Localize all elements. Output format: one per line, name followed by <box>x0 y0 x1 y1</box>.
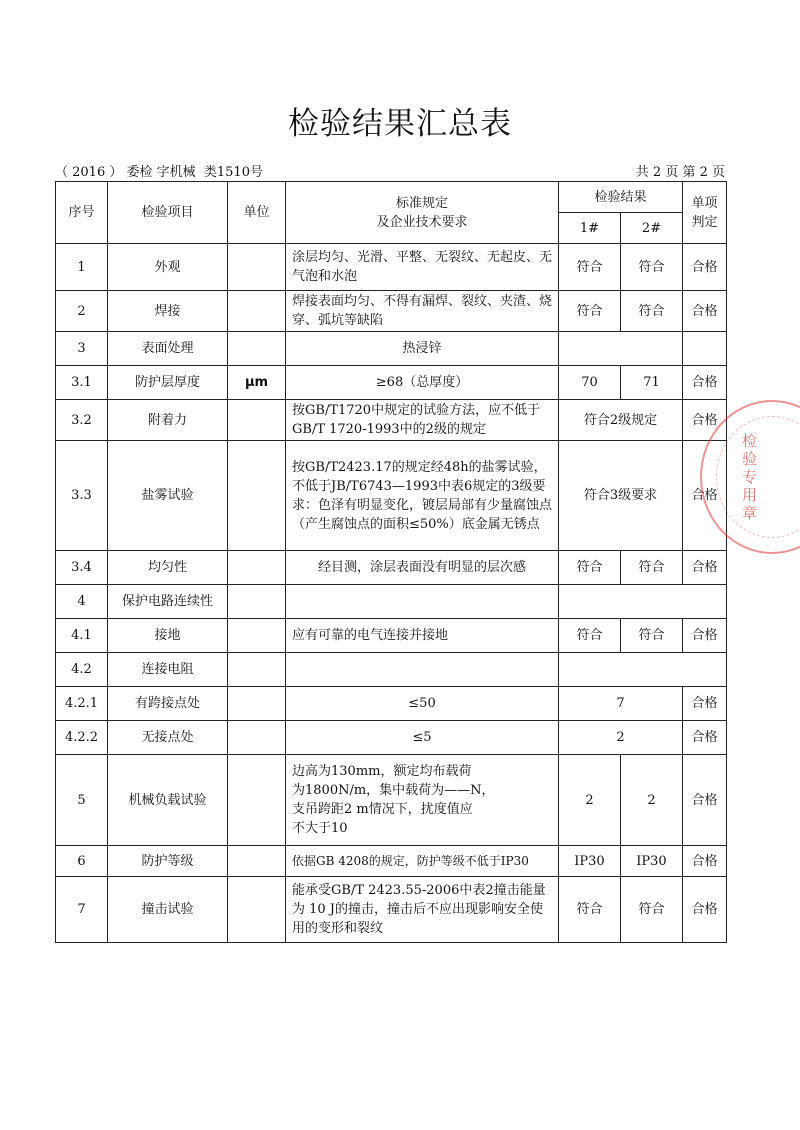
header-row <box>56 182 727 213</box>
table-row <box>56 721 727 755</box>
row-item: 机械负载试验 <box>108 755 228 846</box>
row-result-1: 符合 <box>559 619 621 653</box>
row-standard-line: 不大于10 <box>292 821 348 836</box>
row-judgement: 合格 <box>683 551 727 585</box>
row-standard-line: 为1800N/m，集中载荷为——N， <box>292 783 495 798</box>
row-standard: 涂层均匀、光滑、平整、无裂纹、无起皮、无气泡和水泡 <box>286 244 559 291</box>
header-item: 检验项目 <box>108 182 228 244</box>
row-unit <box>228 846 286 877</box>
header-sample-1: 1# <box>559 213 621 244</box>
seal-text: 检验专用章 <box>742 432 758 522</box>
row-result-2: 符合 <box>621 551 683 585</box>
row-item: 无接点处 <box>108 721 228 755</box>
row-result-2: 符合 <box>621 291 683 332</box>
row-unit <box>228 551 286 585</box>
row-unit <box>228 400 286 441</box>
row-unit <box>228 687 286 721</box>
table-row <box>56 585 727 619</box>
row-unit <box>228 244 286 291</box>
row-standard <box>286 585 559 619</box>
row-item: 有跨接点处 <box>108 687 228 721</box>
row-item: 附着力 <box>108 400 228 441</box>
row-seq: 3.1 <box>56 366 108 400</box>
row-standard-line: 支吊跨距2 m情况下，扰度值应 <box>292 802 473 817</box>
row-standard: 焊接表面均匀、不得有漏焊、裂纹、夹渣、烧穿、弧坑等缺陷 <box>286 291 559 332</box>
row-result-2: 符合 <box>621 877 683 943</box>
table-row <box>56 687 727 721</box>
header-judgement-line2: 判定 <box>691 214 718 230</box>
row-result-merged: 符合3级要求 <box>559 441 683 551</box>
row-standard: 应有可靠的电气连接并接地 <box>286 619 559 653</box>
row-standard: ≥68（总厚度） <box>286 366 559 400</box>
page-count: 共 2 页 第 2 页 <box>635 165 725 180</box>
header-standard-line1: 标准规定 <box>395 195 448 211</box>
row-judgement: 合格 <box>683 687 727 721</box>
seal-inner-ring <box>716 416 800 538</box>
row-seq: 4 <box>56 585 108 619</box>
row-judgement: 合格 <box>683 441 727 551</box>
row-result-2: 2 <box>621 755 683 846</box>
row-item: 撞击试验 <box>108 877 228 943</box>
row-seq: 4.1 <box>56 619 108 653</box>
row-result-merged: 7 <box>559 687 683 721</box>
row-unit <box>228 755 286 846</box>
row-result-1: 2 <box>559 755 621 846</box>
table-row <box>56 653 727 687</box>
header-unit: 单位 <box>228 182 286 244</box>
row-judgement: 合格 <box>683 291 727 332</box>
row-item: 防护层厚度 <box>108 366 228 400</box>
row-unit <box>228 291 286 332</box>
row-seq: 1 <box>56 244 108 291</box>
row-judgement <box>683 332 727 366</box>
table-row <box>56 551 727 585</box>
row-standard <box>286 653 559 687</box>
row-seq: 5 <box>56 755 108 846</box>
header-standard-line2: 及企业技术要求 <box>376 214 468 230</box>
row-judgement: 合格 <box>683 755 727 846</box>
row-judgement: 合格 <box>683 619 727 653</box>
row-result-merged <box>559 653 727 687</box>
row-item: 接地 <box>108 619 228 653</box>
inspection-results-table <box>55 181 727 943</box>
table-row <box>56 366 727 400</box>
row-item: 外观 <box>108 244 228 291</box>
row-result-2: IP30 <box>621 846 683 877</box>
row-result-merged <box>559 585 727 619</box>
row-result-1: 符合 <box>559 244 621 291</box>
row-standard-line: 边高为130mm，额定均布载荷 <box>292 764 472 779</box>
row-judgement: 合格 <box>683 877 727 943</box>
row-standard: ≤50 <box>286 687 559 721</box>
row-standard <box>286 755 559 846</box>
row-result-merged <box>559 332 683 366</box>
row-judgement: 合格 <box>683 244 727 291</box>
table-row <box>56 619 727 653</box>
row-result-1: 70 <box>559 366 621 400</box>
row-item: 焊接 <box>108 291 228 332</box>
row-standard: 能承受GB/T 2423.55-2006中表2撞击能量为 10 J的撞击，撞击后不应出现影响安全使用的变形和裂纹 <box>286 877 559 943</box>
table-row <box>56 400 727 441</box>
row-item: 连接电阻 <box>108 653 228 687</box>
table-row <box>56 755 727 846</box>
row-seq: 4.2 <box>56 653 108 687</box>
report-meta <box>55 161 725 181</box>
row-unit <box>228 441 286 551</box>
table-row <box>56 332 727 366</box>
row-result-1: 符合 <box>559 551 621 585</box>
row-result-2: 符合 <box>621 244 683 291</box>
header-sample-2: 2# <box>621 213 683 244</box>
row-unit <box>228 721 286 755</box>
row-unit: μm <box>228 366 286 400</box>
row-standard: 热浸锌 <box>286 332 559 366</box>
row-unit <box>228 653 286 687</box>
page-title: 检验结果汇总表 <box>288 106 512 142</box>
row-unit <box>228 332 286 366</box>
row-standard: 按GB/T1720中规定的试验方法，应不低于GB/T 1720-1993中的2级的规定 <box>286 400 559 441</box>
row-seq: 7 <box>56 877 108 943</box>
row-seq: 3 <box>56 332 108 366</box>
table-row <box>56 877 727 943</box>
row-item: 均匀性 <box>108 551 228 585</box>
header-judgement <box>683 182 727 244</box>
row-standard: 依据GB 4208的规定，防护等级不低于IP30 <box>286 846 559 877</box>
row-result-2: 符合 <box>621 619 683 653</box>
row-seq: 6 <box>56 846 108 877</box>
row-judgement: 合格 <box>683 721 727 755</box>
row-seq: 3.3 <box>56 441 108 551</box>
row-judgement: 合格 <box>683 846 727 877</box>
row-seq: 4.2.1 <box>56 687 108 721</box>
row-standard: ≤5 <box>286 721 559 755</box>
row-standard: 按GB/T2423.17的规定经48h的盐雾试验，不低于JB/T6743—1993中表6规定的3级要求：色泽有明显变化，镀层局部有少量腐蚀点（产生腐蚀点的面积≤50%）底金属无锈点 <box>286 441 559 551</box>
row-judgement: 合格 <box>683 366 727 400</box>
row-result-1: IP30 <box>559 846 621 877</box>
table-row <box>56 291 727 332</box>
row-standard: 经目测，涂层表面没有明显的层次感 <box>286 551 559 585</box>
header-standard <box>286 182 559 244</box>
header-result: 检验结果 <box>559 182 683 213</box>
row-item: 保护电路连续性 <box>108 585 228 619</box>
row-seq: 3.4 <box>56 551 108 585</box>
row-seq: 2 <box>56 291 108 332</box>
row-unit <box>228 877 286 943</box>
row-unit <box>228 585 286 619</box>
report-number: （ 2016 ） 委检 字机械 类1510号 <box>55 165 263 180</box>
row-result-1: 符合 <box>559 877 621 943</box>
row-item: 盐雾试验 <box>108 441 228 551</box>
header-judgement-line1: 单项 <box>691 195 718 211</box>
row-result-merged: 符合2级规定 <box>559 400 683 441</box>
row-unit <box>228 619 286 653</box>
header-seq: 序号 <box>56 182 108 244</box>
row-seq: 3.2 <box>56 400 108 441</box>
row-item: 表面处理 <box>108 332 228 366</box>
row-result-merged: 2 <box>559 721 683 755</box>
table-row <box>56 846 727 877</box>
row-judgement: 合格 <box>683 400 727 441</box>
table-row <box>56 441 727 551</box>
row-result-2: 71 <box>621 366 683 400</box>
table-row <box>56 244 727 291</box>
row-item: 防护等级 <box>108 846 228 877</box>
row-seq: 4.2.2 <box>56 721 108 755</box>
row-result-1: 符合 <box>559 291 621 332</box>
